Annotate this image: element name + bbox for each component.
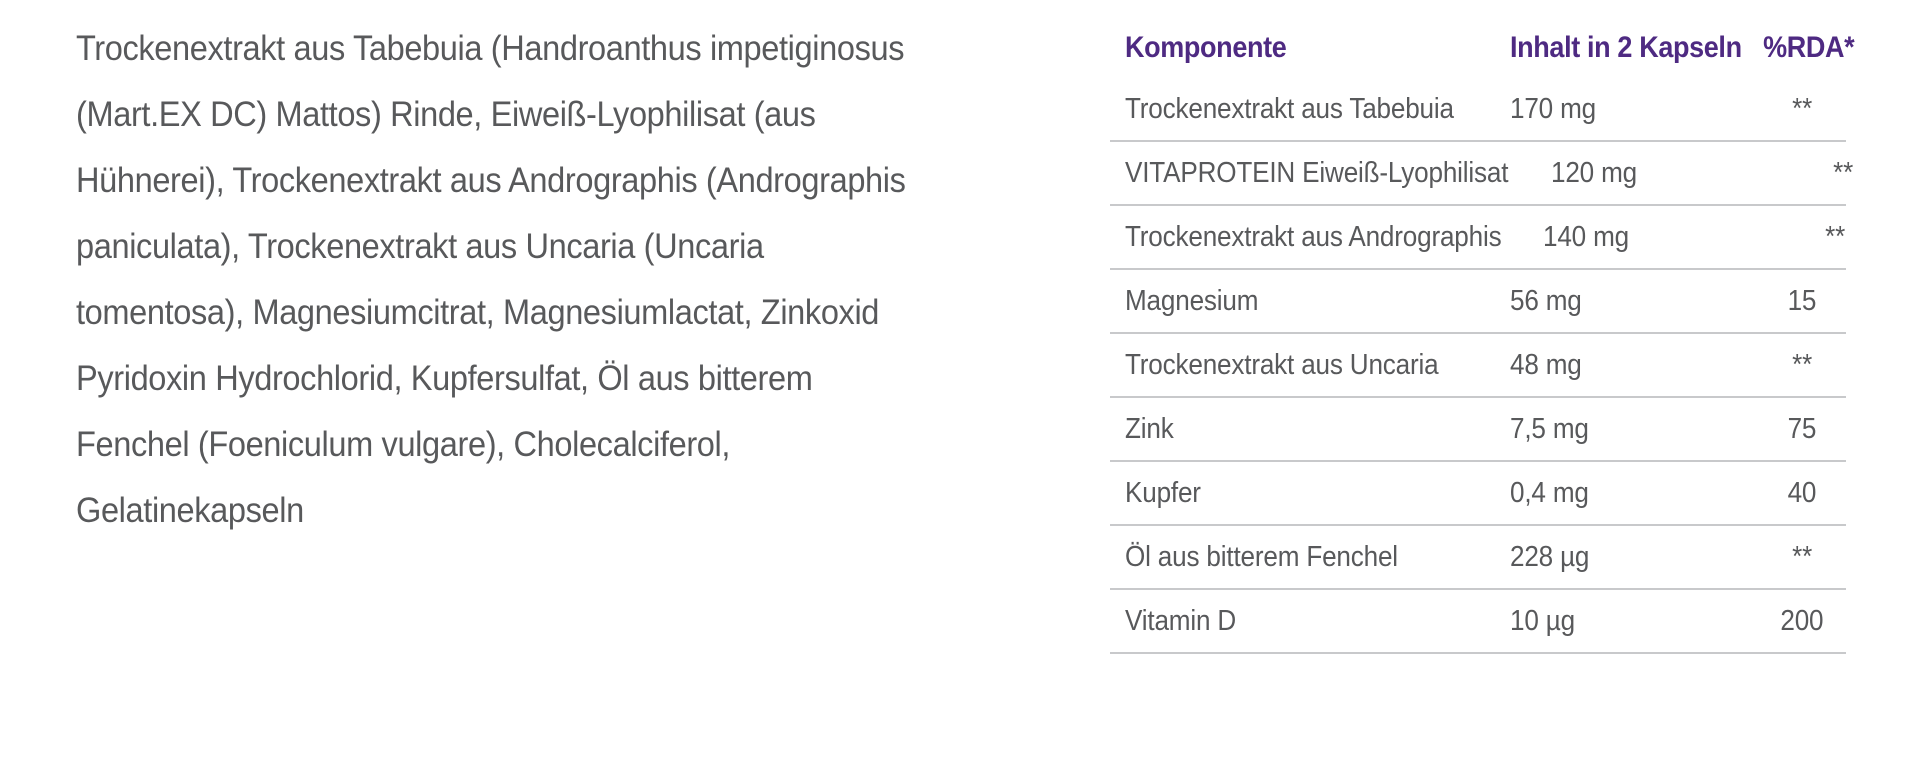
ingredients-line: Hühnerei), Trockenextrakt aus Andrographis (Andrographis [76,161,906,200]
component-name: Trockenextrakt aus Tabebuia [1125,92,1454,125]
column-header-komponente [1110,31,1510,65]
component-name-cell [1110,605,1510,638]
ingredients-line: paniculata), Trockenextrakt aus Uncaria (Uncaria [76,227,764,266]
component-amount: 120 mg [1550,156,1637,189]
component-name: Kupfer [1125,476,1201,509]
component-rda: 75 [1787,412,1817,445]
ingredients-line: tomentosa), Magnesiumcitrat, Magnesiumlactat, Zinkoxid [76,293,880,332]
table-body [1110,78,1853,654]
component-name-cell [1110,477,1510,510]
component-amount-cell [1510,477,1758,510]
component-rda-cell [1758,477,1846,510]
component-name-cell [1110,285,1510,318]
component-name: Trockenextrakt aus Andrographis [1125,220,1502,253]
component-rda-cell [1758,413,1846,446]
component-rda-cell [1758,541,1846,574]
component-rda-cell [1758,349,1846,382]
component-amount: 170 mg [1510,92,1596,125]
component-amount: 48 mg [1510,348,1582,381]
component-amount: 140 mg [1543,220,1630,253]
component-rda: 15 [1787,284,1817,317]
component-name: Vitamin D [1125,604,1237,637]
table-row [1110,78,1846,142]
component-amount-cell [1543,221,1791,254]
table-row [1110,206,1846,270]
component-amount: 7,5 mg [1510,412,1589,445]
component-name: VITAPROTEIN Eiweiß-Lyophilisat [1125,156,1509,189]
component-amount: 56 mg [1510,284,1582,317]
component-rda-cell [1758,605,1846,638]
component-amount-cell [1551,157,1799,190]
component-rda: ** [1825,220,1846,253]
table-row [1110,142,1853,206]
component-amount: 10 µg [1510,604,1575,637]
component-rda: 200 [1780,604,1824,637]
component-name-cell [1110,221,1543,254]
component-name: Zink [1125,412,1174,445]
component-name: Öl aus bitterem Fenchel [1125,540,1398,573]
component-amount: 228 µg [1510,540,1590,573]
component-rda-cell [1758,285,1846,318]
table-row [1110,270,1846,334]
ingredients-text [76,16,987,544]
table-row [1110,398,1846,462]
component-amount-cell [1510,605,1758,638]
column-header-rda-label: %RDA* [1763,31,1855,64]
ingredients-line: Fenchel (Foeniculum vulgare), Cholecalciferol, [76,425,731,464]
component-name: Magnesium [1125,284,1259,317]
table-row [1110,590,1846,654]
component-rda: ** [1792,92,1812,125]
component-amount: 0,4 mg [1510,476,1589,509]
component-rda-cell [1791,221,1879,254]
ingredients-line: Gelatinekapseln [76,491,304,530]
table-row [1110,462,1846,526]
component-name-cell [1110,93,1510,126]
component-rda: ** [1832,156,1853,189]
component-name-cell [1110,157,1551,190]
ingredients-line: (Mart.EX DC) Mattos) Rinde, Eiweiß-Lyophilisat (aus [76,95,816,134]
component-rda: 40 [1787,476,1817,509]
component-rda-cell [1799,157,1887,190]
ingredients-line: Trockenextrakt aus Tabebuia (Handroanthus impetiginosus [76,29,905,68]
column-header-inhalt [1510,31,1758,65]
column-header-inhalt-label: Inhalt in 2 Kapseln [1510,31,1742,64]
ingredients-line: Pyridoxin Hydrochlorid, Kupfersulfat, Öl aus bitterem [76,359,813,398]
component-name-cell [1110,349,1510,382]
component-name-cell [1110,541,1510,574]
component-amount-cell [1510,93,1758,126]
table-row [1110,526,1846,590]
component-name-cell [1110,413,1510,446]
component-amount-cell [1510,541,1758,574]
column-header-komponente-label: Komponente [1125,31,1287,64]
table-row [1110,334,1846,398]
component-rda: ** [1792,348,1812,381]
table-header-row [1110,18,1855,78]
nutrition-table [1110,18,1855,654]
component-rda: ** [1792,540,1812,573]
column-header-rda [1758,31,1855,65]
component-amount-cell [1510,413,1758,446]
component-rda-cell [1758,93,1846,126]
component-amount-cell [1510,285,1758,318]
component-amount-cell [1510,349,1758,382]
component-name: Trockenextrakt aus Uncaria [1125,348,1439,381]
